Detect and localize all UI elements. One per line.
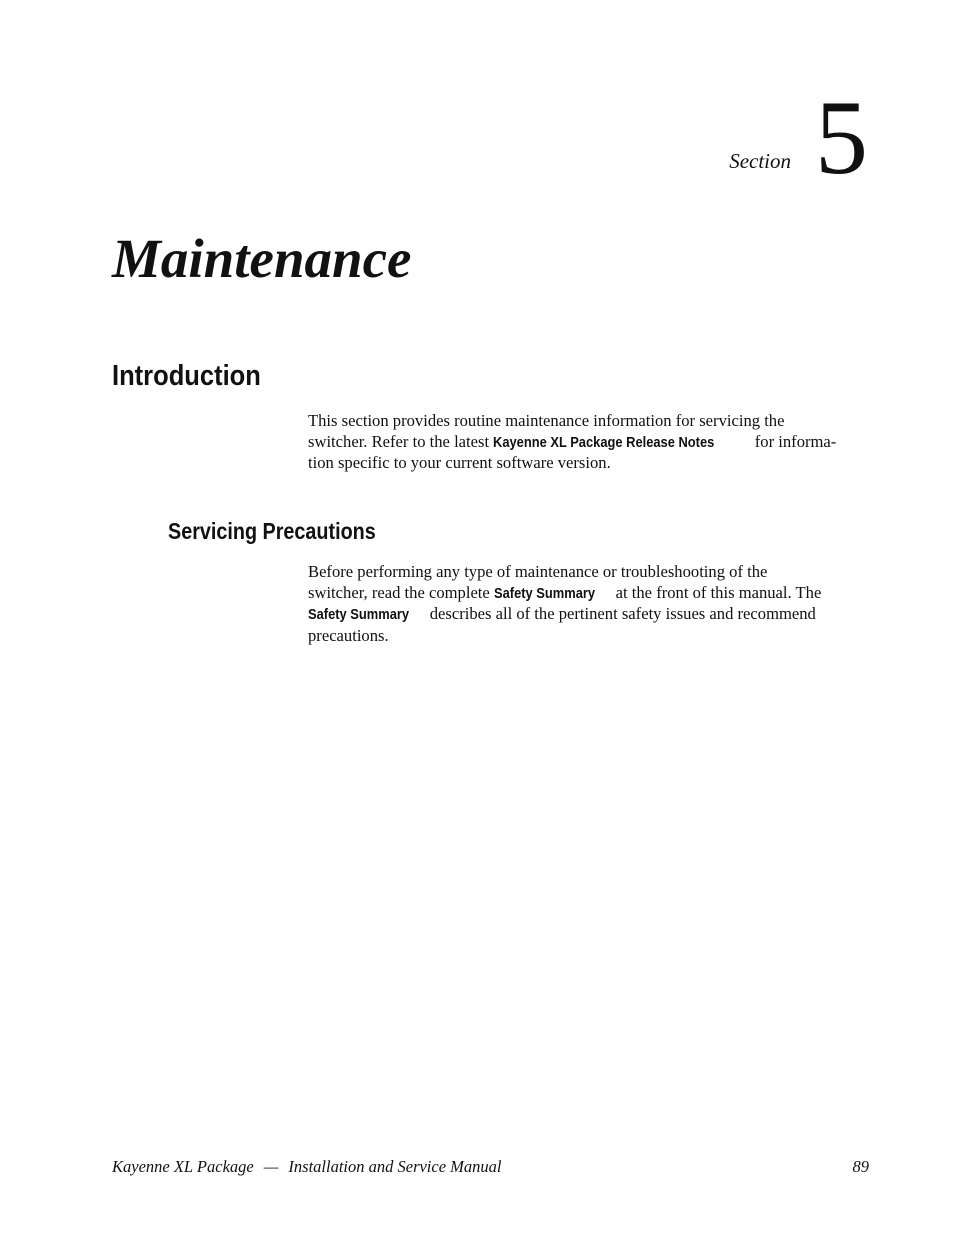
- prec-line-4: precautions.: [308, 625, 389, 645]
- intro-line-2-text-b: for informa-: [750, 431, 837, 451]
- servicing-precautions-heading: Servicing Precautions: [168, 518, 376, 544]
- intro-line-3: tion specific to your current software version.: [308, 453, 611, 472]
- section-header: [729, 79, 868, 196]
- footer-title: [112, 1157, 502, 1177]
- footer-separator: —: [263, 1157, 279, 1176]
- page-number: 89: [852, 1157, 869, 1176]
- prec-line-2-text-a: switcher, read the complete: [308, 582, 494, 602]
- safety-summary-reference: Safety Summary: [493, 584, 596, 602]
- release-notes-reference: Kayenne XL Package Release Notes: [493, 433, 715, 451]
- prec-line-3-text-b: describes all of the pertinent safety issues and recommend: [425, 604, 816, 623]
- prec-line-2-text-b: at the front of this manual. The: [611, 582, 822, 602]
- intro-line-2-text-a: switcher. Refer to the latest: [308, 431, 494, 451]
- section-label: Section: [729, 149, 791, 173]
- section-number: 5: [815, 79, 868, 196]
- intro-line-1: This section provides routine maintenance information for servicing the: [308, 411, 785, 430]
- intro-line-2: [308, 432, 874, 454]
- introduction-paragraph: [308, 411, 874, 474]
- precautions-paragraph: [308, 562, 874, 646]
- prec-line-2: [308, 583, 874, 605]
- prec-line-3: [308, 604, 874, 626]
- prec-line-1: Before performing any type of maintenance or troubleshooting of the: [308, 562, 768, 581]
- introduction-heading: Introduction: [112, 360, 261, 392]
- safety-summary-reference-2: Safety Summary: [308, 606, 410, 623]
- footer-product: Kayenne XL Package: [112, 1157, 254, 1176]
- footer-manual: Installation and Service Manual: [288, 1157, 502, 1176]
- chapter-title: Maintenance: [112, 228, 412, 289]
